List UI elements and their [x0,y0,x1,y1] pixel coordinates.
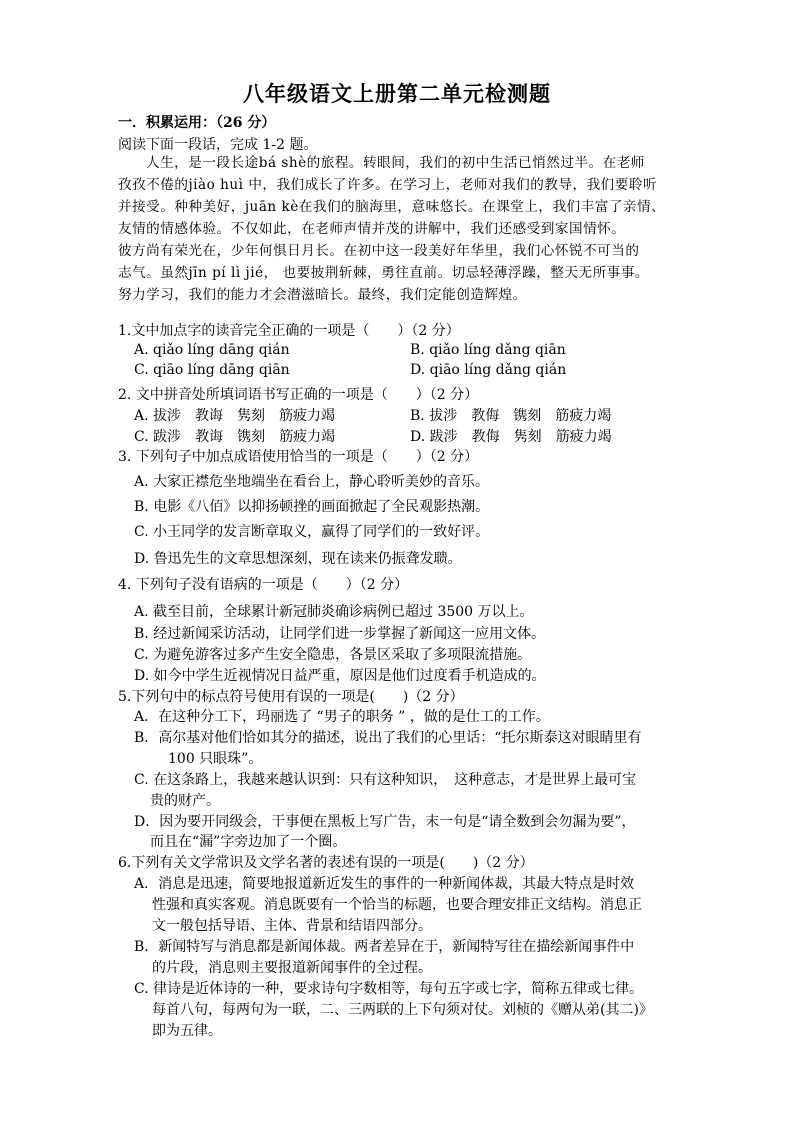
question-3-option-c: C. 小王同学的发言断章取义，赢得了同学们的一致好评。 [134,524,490,540]
question-6-option-b: B．新闻特写与消息都是新闻体裁。两者差异在于，新闻特写往在描绘新闻事件中 [134,939,635,955]
question-2-option-d: D. 跋涉 教侮 隽刻 筋疲力竭 [410,429,612,445]
question-6-option-c-cont: 即为五律。 [152,1023,222,1039]
question-1-stem: 1.文中加点字的读音完全正确的一项是（ ）（2 分） [118,323,460,339]
question-6-option-a-cont: 性强和真实客观。消息既要有一个恰当的标题，也要合理安排正文结构。消息正 [152,897,642,913]
question-5-option-d-cont: 而且在“漏”字旁边加了一个圈。 [150,834,347,850]
passage-line: 志气。虽然jīn pí lì jié， 也要披荆斩棘，勇往直前。切忌轻薄浮躁，整天无所事事。 [118,265,649,281]
question-5-stem: 5.下列句中的标点符号使用有误的一项是( )（2 分） [118,689,464,705]
question-5-option-d: D．因为要开同级会，干事便在黑板上写广告，末一句是“请全数到会勿漏为要”， [134,814,636,830]
question-6-option-a-cont: 文一般包括导语、主体、背景和结语四部分。 [152,918,432,934]
question-1-option-c: C. qiāo líng dāng qiān [134,362,290,378]
question-5-option-c: C. 在这条路上，我越来越认识到：只有这种知识， 这种意志，才是世界上最可宝 [134,772,637,788]
passage-line: 孜孜不倦的jiào huì 中，我们成长了许多。在学习上，老师对我们的教导，我们要聆听 [118,177,658,193]
question-4-option-a: A. 截至目前，全球累计新冠肺炎确诊病例已超过 3500 万以上。 [134,604,534,620]
reading-intro: 阅读下面一段话，完成 1-2 题。 [118,137,318,153]
passage-line: 努力学习，我们的能力才会潜滋暗长。最终，我们定能创造辉煌。 [118,287,527,303]
question-4-option-d: D. 如今中学生近视情况日益严重，原因是他们过度看手机造成的。 [134,668,546,684]
question-1-option-d: D. qiāo líng dǎng qián [410,362,567,378]
section-heading: 一．积累运用：（26 分） [118,115,276,131]
question-3-option-a: A. 大家正襟危坐地端坐在看台上，静心聆听美妙的音乐。 [134,474,490,490]
question-5-option-a: A．在这种分工下，玛丽选了 “男子的职务 ” ，做的是仕工的工作。 [134,709,550,725]
question-3-stem: 3. 下列句子中加点成语使用恰当的一项是（ ）（2 分） [118,449,479,465]
question-5-option-c-cont: 贵的财产。 [150,793,220,809]
passage-line: 并接受。种种美好，juān kè在我们的脑海里，意味悠长。在课堂上，我们丰富了亲情、 [118,199,666,215]
question-6-stem: 6.下列有关文学常识及文学名著的表述有误的一项是( )（2 分） [118,855,534,871]
question-6-option-a: A．消息是迅速，简要地报道新近发生的事件的一种新闻体裁，其最大特点是时效 [134,876,635,892]
passage-line: 人生，是一段长途bá shè的旅程。转眼间，我们的初中生活已悄然过半。在老师 [146,155,645,171]
question-6-option-c: C. 律诗是近体诗的一种，要求诗句字数相等，每句五字或七字，简称五律或七律。 [134,981,644,997]
question-3-option-d: D. 鲁迅先生的文章思想深刻，现在读来仍振聋发聩。 [134,551,462,567]
question-2-stem: 2. 文中拼音处所填词语书写正确的一项是（ ）（2 分） [118,387,479,403]
question-2-option-c: C. 跋涉 教诲 镌刻 筋疲力竭 [134,429,336,445]
reading-passage [118,152,708,306]
passage-line: 友情的情感体验。不仅如此，在老师声情并茂的讲解中，我们还感受到家国情怀。 [118,221,626,237]
question-1-option-b: B. qiǎo líng dǎng qiān [410,342,566,358]
question-6-option-b-cont: 的片段，消息则主要报道新闻事件的全过程。 [152,960,432,976]
question-1-option-a: A. qiǎo líng dāng qián [134,342,290,358]
passage-line: 彼方尚有荣光在，少年何惧日月长。在初中这一段美好年华里，我们心怀锐不可当的 [118,243,640,259]
page-title: 八年级语文上册第二单元检测题 [243,81,551,106]
question-5-option-b: B．高尔基对他们恰如其分的描述，说出了我们的心里话：“托尔斯泰这对眼睛里有 [134,730,642,746]
question-2-option-b: B. 拔涉 教侮 镌刻 筋疲力竭 [410,408,612,424]
question-5-option-b-cont: 100 只眼珠”。 [168,751,263,767]
question-4-option-c: C. 为避免游客过多产生安全隐患，各景区采取了多项限流措施。 [134,647,532,663]
question-2-option-a: A. 拔涉 教诲 隽刻 筋疲力竭 [134,408,336,424]
question-6-option-c-cont: 每首八句，每两句为一联，二、三两联的上下句须对仗。刘桢的《赠从弟(其二)》 [152,1002,653,1018]
question-4-option-b: B. 经过新闻采访活动，让同学们进一步掌握了新闻这一应用文体。 [134,626,546,642]
question-3-option-b: B. 电影《八佰》以抑扬顿挫的画面掀起了全民观影热潮。 [134,499,490,515]
question-4-stem: 4. 下列句子没有语病的一项是（ ）（2 分） [118,577,409,593]
